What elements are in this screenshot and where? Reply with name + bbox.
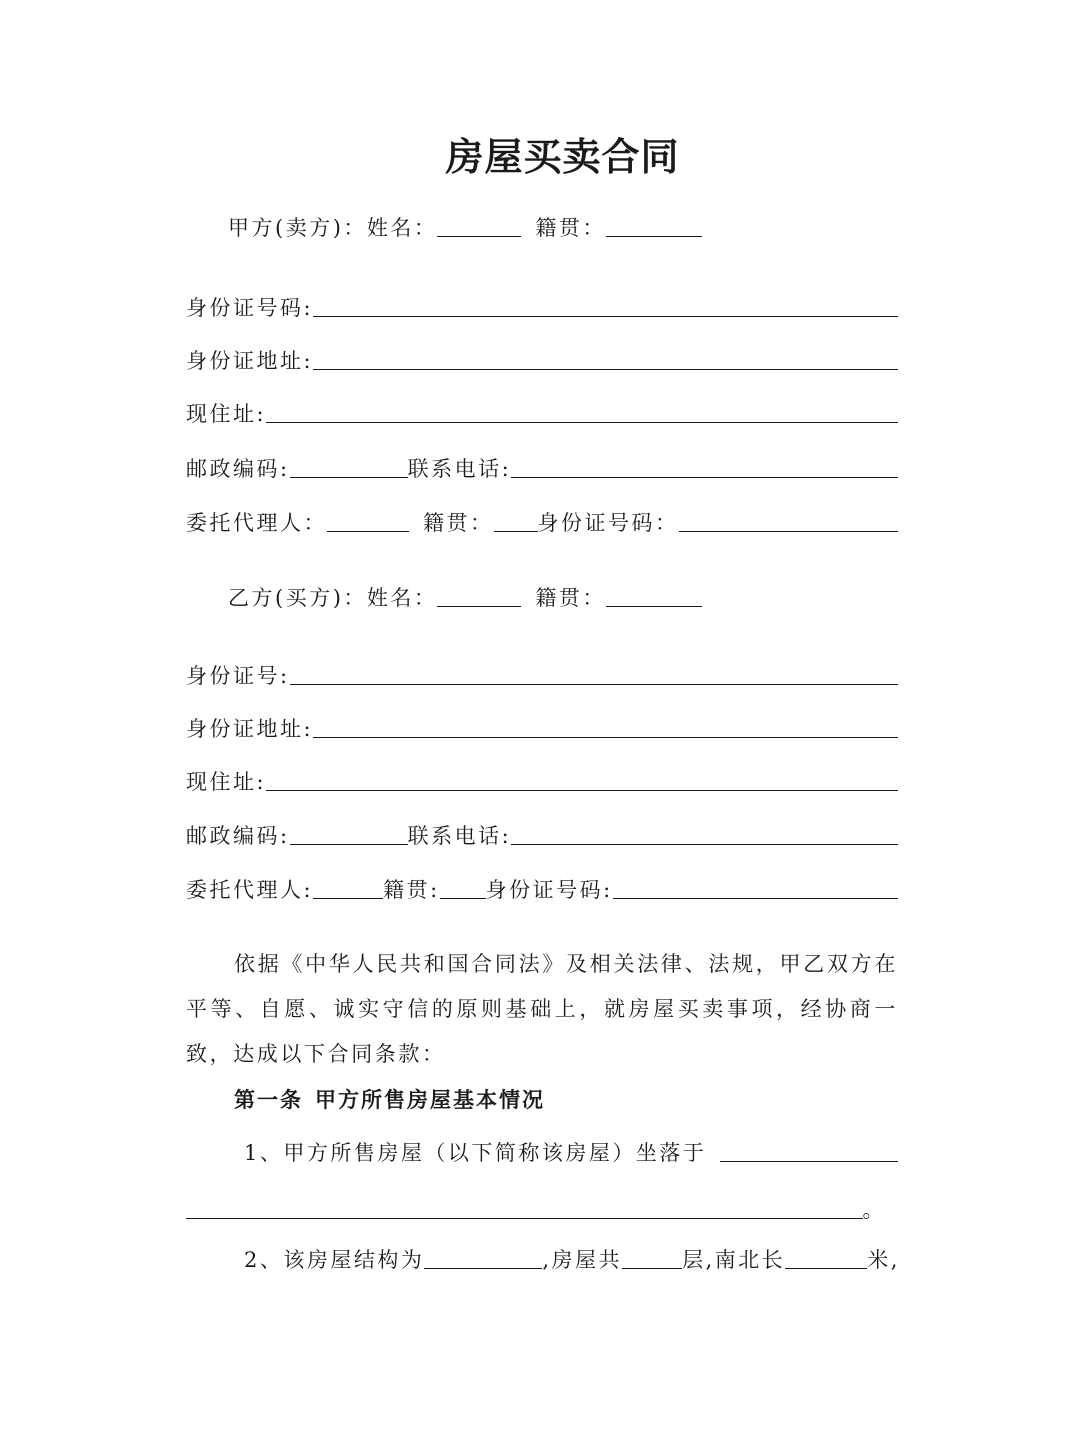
party-b-agent-id-label: 身份证号码: bbox=[485, 878, 613, 902]
party-b-agent-native-field[interactable] bbox=[440, 874, 486, 899]
party-b-current-address-line bbox=[186, 762, 898, 796]
party-a-agent-field[interactable] bbox=[327, 507, 409, 532]
party-a-contact-line bbox=[186, 449, 898, 483]
article-1-item-2-text-b: ,房屋共 bbox=[542, 1248, 623, 1272]
article-1-heading bbox=[234, 1080, 545, 1114]
party-b-native-label: 籍贯： bbox=[535, 586, 606, 610]
property-structure-field[interactable] bbox=[424, 1244, 542, 1269]
article-1-item-2-text-c: 层,南北长 bbox=[682, 1248, 786, 1272]
party-b-current-address-field[interactable] bbox=[266, 766, 898, 791]
party-b-agent-field[interactable] bbox=[313, 874, 383, 899]
article-1-number: 第一条 bbox=[234, 1087, 303, 1112]
party-a-id-address-label: 身份证地址: bbox=[186, 349, 314, 373]
party-b-native-field[interactable] bbox=[606, 582, 702, 607]
party-b-id-address-label: 身份证地址: bbox=[186, 717, 314, 741]
party-b-agent-label: 委托代理人: bbox=[186, 878, 314, 902]
party-b-phone-field[interactable] bbox=[511, 820, 898, 845]
party-b-agent-id-field[interactable] bbox=[613, 874, 898, 899]
property-length-field[interactable] bbox=[785, 1244, 867, 1269]
party-a-postal-label: 邮政编码: bbox=[186, 457, 290, 481]
party-b-header-line bbox=[228, 578, 898, 612]
party-b-agent-line bbox=[186, 870, 898, 904]
party-a-phone-label: 联系电话: bbox=[407, 457, 512, 481]
party-b-contact-line bbox=[186, 816, 898, 850]
party-a-agent-native-label: 籍贯： bbox=[423, 511, 494, 535]
article-1-item-1-cont-line bbox=[186, 1190, 886, 1224]
party-a-agent-line bbox=[186, 503, 898, 537]
party-b-postal-label: 邮政编码: bbox=[186, 824, 290, 848]
page-title: 房屋买卖合同 bbox=[445, 135, 680, 179]
party-a-native-label: 籍贯： bbox=[535, 216, 606, 240]
party-a-postal-field[interactable] bbox=[290, 453, 408, 478]
property-location-field-cont[interactable] bbox=[186, 1194, 863, 1219]
article-1-title: 甲方所售房屋基本情况 bbox=[315, 1087, 545, 1112]
party-b-phone-label: 联系电话: bbox=[407, 824, 512, 848]
party-a-agent-label: 委托代理人： bbox=[186, 511, 327, 535]
party-a-id-address-line bbox=[186, 341, 898, 375]
property-floors-field[interactable] bbox=[622, 1244, 682, 1269]
party-a-current-address-field[interactable] bbox=[266, 398, 898, 423]
article-1-item-1-end: 。 bbox=[862, 1198, 886, 1222]
party-a-id-address-field[interactable] bbox=[313, 345, 898, 370]
party-a-header-line bbox=[228, 208, 898, 242]
party-b-name-label: 乙方(买方)：姓名： bbox=[228, 586, 438, 610]
article-1-item-2-text-a: 2、该房屋结构为 bbox=[244, 1248, 425, 1272]
party-a-native-field[interactable] bbox=[606, 212, 702, 237]
article-1-item-1-line bbox=[244, 1133, 898, 1167]
party-a-id-label: 身份证号码: bbox=[186, 296, 314, 320]
party-a-name-field[interactable] bbox=[437, 212, 521, 237]
party-b-id-line bbox=[186, 656, 898, 690]
intro-paragraph: 依据《中华人民共和国合同法》及相关法律、法规，甲乙双方在平等、自愿、诚实守信的原则基础上，就房屋买卖事项，经协商一致，达成以下合同条款： bbox=[186, 952, 898, 1066]
party-a-name-label: 甲方(卖方)：姓名： bbox=[228, 216, 438, 240]
party-b-current-address-label: 现住址: bbox=[186, 770, 267, 794]
party-b-id-field[interactable] bbox=[290, 660, 898, 685]
party-a-phone-field[interactable] bbox=[511, 453, 898, 478]
party-a-current-address-line bbox=[186, 394, 898, 428]
party-b-id-label: 身份证号: bbox=[186, 664, 290, 688]
party-b-agent-native-label: 籍贯: bbox=[383, 878, 440, 902]
party-a-current-address-label: 现住址: bbox=[186, 402, 267, 426]
article-1-item-2-line bbox=[244, 1240, 904, 1274]
party-b-postal-field[interactable] bbox=[290, 820, 408, 845]
party-b-id-address-field[interactable] bbox=[313, 713, 898, 738]
party-a-agent-native-field[interactable] bbox=[494, 507, 538, 532]
party-b-id-address-line bbox=[186, 709, 898, 743]
party-a-id-line bbox=[186, 288, 898, 322]
party-a-id-field[interactable] bbox=[313, 292, 898, 317]
property-location-field[interactable] bbox=[720, 1137, 898, 1162]
article-1-item-2-text-d: 米, bbox=[867, 1248, 900, 1272]
article-1-item-1-text: 1、甲方所售房屋（以下简称该房屋）坐落于 bbox=[244, 1141, 707, 1165]
party-a-agent-id-label: 身份证号码： bbox=[537, 511, 679, 535]
party-b-name-field[interactable] bbox=[437, 582, 521, 607]
party-a-agent-id-field[interactable] bbox=[679, 507, 899, 532]
